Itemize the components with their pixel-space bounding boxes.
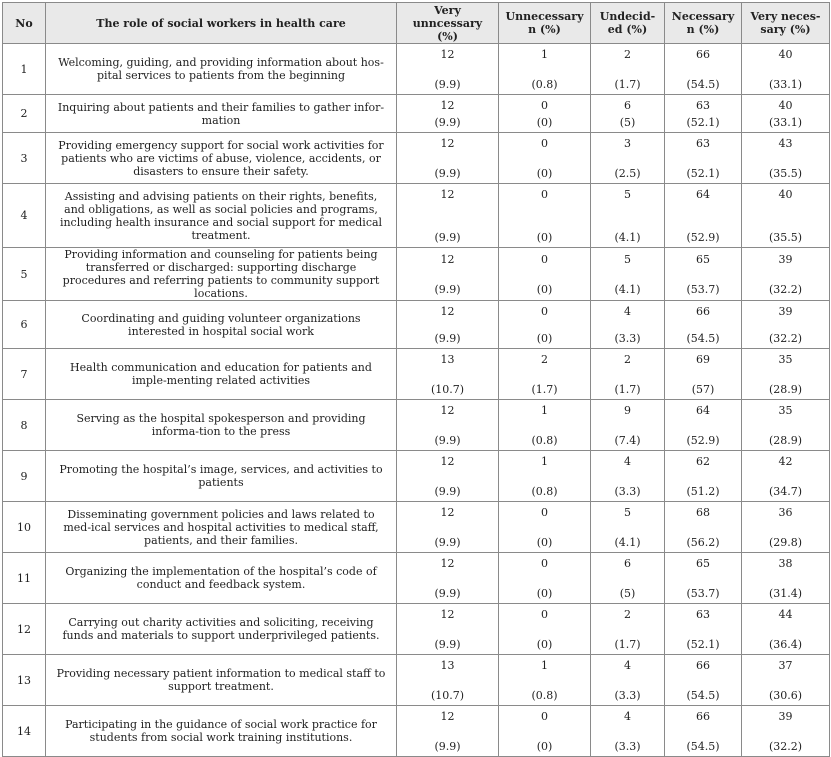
survey-table (2, 2, 830, 757)
cell-undecided (591, 706, 665, 757)
percent-value: (0) (536, 331, 553, 345)
count-value: 66 (696, 709, 710, 723)
cell-necessary (665, 248, 742, 301)
count-value: 40 (778, 47, 793, 61)
cell-undecided (591, 95, 665, 133)
cell-unnecessary (499, 133, 591, 184)
cell-very-unnecessary (397, 248, 499, 301)
role-description: Providing information and counseling for patients being transferred or discharged: supporting discharge procedures and referring patients to community support locations. (46, 248, 397, 301)
cell-necessary (665, 301, 742, 349)
count-value: 66 (696, 658, 710, 672)
cell-necessary (665, 451, 742, 502)
table-body (3, 44, 830, 757)
count-value: 9 (624, 403, 631, 417)
count-value: 12 (440, 252, 455, 266)
count-value: 12 (440, 304, 455, 318)
percent-value: (52.1) (686, 115, 720, 129)
percent-value: (3.3) (614, 484, 641, 498)
percent-value: (4.1) (614, 282, 641, 296)
cell-undecided (591, 301, 665, 349)
cell-very-necessary (742, 349, 830, 400)
percent-value: (32.2) (768, 331, 803, 345)
count-value: 62 (696, 454, 710, 468)
count-value: 12 (440, 505, 455, 519)
cell-very-unnecessary (397, 184, 499, 248)
percent-value: (4.1) (614, 535, 641, 549)
table-row (3, 95, 830, 133)
count-value: 0 (541, 709, 548, 723)
header-very-unnecessary: Very unncessary (%) (397, 3, 499, 44)
percent-value: (9.9) (434, 739, 461, 753)
cell-very-unnecessary (397, 400, 499, 451)
role-description: Participating in the guidance of social work practice for students from social work training institutions. (46, 706, 397, 757)
cell-undecided (591, 655, 665, 706)
cell-unnecessary (499, 604, 591, 655)
count-value: 65 (696, 556, 710, 570)
percent-value: (4.1) (614, 230, 641, 244)
cell-necessary (665, 553, 742, 604)
header-undecided: Undecid-ed (%) (591, 3, 665, 44)
cell-unnecessary (499, 451, 591, 502)
percent-value: (0) (536, 637, 553, 651)
count-value: 4 (624, 304, 631, 318)
count-value: 0 (541, 252, 548, 266)
cell-very-unnecessary (397, 44, 499, 95)
percent-value: (52.9) (686, 433, 720, 447)
row-number: 7 (3, 349, 46, 400)
percent-value: (3.3) (614, 331, 641, 345)
count-value: 63 (696, 607, 710, 621)
percent-value: (36.4) (768, 637, 803, 651)
percent-value: (10.7) (430, 688, 465, 702)
count-value: 0 (541, 187, 548, 201)
count-value: 2 (624, 47, 631, 61)
count-value: 12 (440, 136, 455, 150)
row-number: 9 (3, 451, 46, 502)
percent-value: (57) (691, 382, 715, 396)
row-number: 2 (3, 95, 46, 133)
table-row (3, 349, 830, 400)
percent-value: (1.7) (614, 382, 641, 396)
header-row (3, 3, 830, 44)
cell-very-necessary (742, 655, 830, 706)
role-description: Carrying out charity activities and soliciting, receiving funds and materials to support underprivileged patients. (46, 604, 397, 655)
row-number: 13 (3, 655, 46, 706)
cell-unnecessary (499, 44, 591, 95)
count-value: 0 (541, 556, 548, 570)
table-row (3, 451, 830, 502)
count-value: 13 (440, 352, 455, 366)
table-row (3, 706, 830, 757)
percent-value: (5) (619, 586, 636, 600)
role-description: Organizing the implementation of the hospital’s code of conduct and feedback system. (46, 553, 397, 604)
count-value: 40 (778, 187, 793, 201)
percent-value: (32.2) (768, 282, 803, 296)
count-value: 13 (440, 658, 455, 672)
percent-value: (52.1) (686, 637, 720, 651)
count-value: 63 (696, 136, 710, 150)
percent-value: (2.5) (614, 166, 641, 180)
cell-necessary (665, 655, 742, 706)
role-description: Providing necessary patient information to medical staff to support treatment. (46, 655, 397, 706)
percent-value: (54.5) (686, 77, 720, 91)
percent-value: (9.9) (434, 115, 461, 129)
cell-unnecessary (499, 655, 591, 706)
count-value: 1 (541, 658, 548, 672)
cell-undecided (591, 349, 665, 400)
percent-value: (56.2) (686, 535, 720, 549)
cell-very-necessary (742, 301, 830, 349)
percent-value: (0.8) (531, 433, 558, 447)
percent-value: (9.9) (434, 77, 461, 91)
count-value: 0 (541, 304, 548, 318)
count-value: 39 (778, 252, 793, 266)
table-row (3, 133, 830, 184)
role-description: Promoting the hospital’s image, services, and activities to patients (46, 451, 397, 502)
cell-very-necessary (742, 604, 830, 655)
row-number: 12 (3, 604, 46, 655)
percent-value: (9.9) (434, 433, 461, 447)
count-value: 12 (440, 709, 455, 723)
count-value: 6 (624, 98, 631, 112)
cell-very-unnecessary (397, 706, 499, 757)
cell-necessary (665, 184, 742, 248)
percent-value: (0) (536, 230, 553, 244)
percent-value: (28.9) (768, 382, 803, 396)
row-number: 10 (3, 502, 46, 553)
cell-very-unnecessary (397, 349, 499, 400)
count-value: 2 (541, 352, 548, 366)
count-value: 4 (624, 709, 631, 723)
table-header (3, 3, 830, 44)
table-row (3, 301, 830, 349)
count-value: 6 (624, 556, 631, 570)
percent-value: (0) (536, 586, 553, 600)
cell-very-unnecessary (397, 95, 499, 133)
cell-undecided (591, 553, 665, 604)
count-value: 39 (778, 304, 793, 318)
table-row (3, 400, 830, 451)
percent-value: (33.1) (768, 115, 803, 129)
cell-very-necessary (742, 706, 830, 757)
percent-value: (53.7) (686, 282, 720, 296)
percent-value: (3.3) (614, 739, 641, 753)
percent-value: (9.9) (434, 230, 461, 244)
count-value: 69 (696, 352, 710, 366)
row-number: 11 (3, 553, 46, 604)
percent-value: (35.5) (768, 166, 803, 180)
percent-value: (0) (536, 166, 553, 180)
count-value: 5 (624, 252, 631, 266)
percent-value: (30.6) (768, 688, 803, 702)
percent-value: (9.9) (434, 535, 461, 549)
percent-value: (0.8) (531, 688, 558, 702)
header-necessary: Necessary n (%) (665, 3, 742, 44)
count-value: 43 (778, 136, 793, 150)
percent-value: (1.7) (531, 382, 558, 396)
count-value: 12 (440, 98, 455, 112)
count-value: 37 (778, 658, 793, 672)
count-value: 64 (696, 187, 710, 201)
cell-undecided (591, 604, 665, 655)
count-value: 12 (440, 187, 455, 201)
percent-value: (33.1) (768, 77, 803, 91)
header-no: No (3, 3, 46, 44)
role-description: Inquiring about patients and their families to gather infor-mation (46, 95, 397, 133)
table-row (3, 44, 830, 95)
cell-necessary (665, 349, 742, 400)
count-value: 63 (696, 98, 710, 112)
cell-very-necessary (742, 95, 830, 133)
cell-very-unnecessary (397, 502, 499, 553)
cell-unnecessary (499, 706, 591, 757)
count-value: 1 (541, 454, 548, 468)
count-value: 5 (624, 505, 631, 519)
row-number: 1 (3, 44, 46, 95)
table-row (3, 655, 830, 706)
row-number: 4 (3, 184, 46, 248)
cell-necessary (665, 133, 742, 184)
count-value: 3 (624, 136, 631, 150)
percent-value: (10.7) (430, 382, 465, 396)
count-value: 1 (541, 47, 548, 61)
cell-necessary (665, 400, 742, 451)
count-value: 35 (778, 403, 793, 417)
cell-unnecessary (499, 301, 591, 349)
cell-very-necessary (742, 248, 830, 301)
table-row (3, 604, 830, 655)
cell-undecided (591, 44, 665, 95)
percent-value: (29.8) (768, 535, 803, 549)
cell-undecided (591, 400, 665, 451)
row-number: 5 (3, 248, 46, 301)
percent-value: (53.7) (686, 586, 720, 600)
header-role: The role of social workers in health care (46, 3, 397, 44)
percent-value: (0) (536, 115, 553, 129)
cell-undecided (591, 184, 665, 248)
cell-undecided (591, 502, 665, 553)
cell-unnecessary (499, 248, 591, 301)
percent-value: (35.5) (768, 230, 803, 244)
percent-value: (54.5) (686, 739, 720, 753)
count-value: 12 (440, 47, 455, 61)
percent-value: (52.9) (686, 230, 720, 244)
cell-unnecessary (499, 553, 591, 604)
cell-necessary (665, 95, 742, 133)
count-value: 2 (624, 607, 631, 621)
count-value: 4 (624, 658, 631, 672)
cell-very-unnecessary (397, 133, 499, 184)
count-value: 38 (778, 556, 793, 570)
cell-undecided (591, 248, 665, 301)
count-value: 68 (696, 505, 710, 519)
count-value: 40 (778, 98, 793, 112)
count-value: 12 (440, 607, 455, 621)
cell-unnecessary (499, 95, 591, 133)
cell-unnecessary (499, 184, 591, 248)
percent-value: (1.7) (614, 77, 641, 91)
count-value: 0 (541, 136, 548, 150)
count-value: 39 (778, 709, 793, 723)
percent-value: (54.5) (686, 688, 720, 702)
cell-very-necessary (742, 502, 830, 553)
table-row (3, 248, 830, 301)
cell-undecided (591, 133, 665, 184)
count-value: 36 (778, 505, 793, 519)
cell-necessary (665, 706, 742, 757)
percent-value: (3.3) (614, 688, 641, 702)
count-value: 1 (541, 403, 548, 417)
count-value: 4 (624, 454, 631, 468)
cell-unnecessary (499, 400, 591, 451)
role-description: Providing emergency support for social work activities for patients who are victims of abuse, violence, accidents, or disasters to ensure their safety. (46, 133, 397, 184)
count-value: 12 (440, 556, 455, 570)
count-value: 0 (541, 505, 548, 519)
cell-very-necessary (742, 184, 830, 248)
percent-value: (7.4) (614, 433, 641, 447)
percent-value: (31.4) (768, 586, 803, 600)
percent-value: (32.2) (768, 739, 803, 753)
cell-very-unnecessary (397, 301, 499, 349)
cell-very-necessary (742, 400, 830, 451)
cell-very-unnecessary (397, 553, 499, 604)
percent-value: (34.7) (768, 484, 803, 498)
row-number: 3 (3, 133, 46, 184)
percent-value: (1.7) (614, 637, 641, 651)
count-value: 66 (696, 304, 710, 318)
percent-value: (9.9) (434, 331, 461, 345)
role-description: Serving as the hospital spokesperson and providing informa-tion to the press (46, 400, 397, 451)
percent-value: (9.9) (434, 166, 461, 180)
role-description: Disseminating government policies and laws related to med-ical services and hospital activities to medical staff, patients, and their families. (46, 502, 397, 553)
cell-very-unnecessary (397, 604, 499, 655)
percent-value: (51.2) (686, 484, 720, 498)
row-number: 14 (3, 706, 46, 757)
role-description: Coordinating and guiding volunteer organizations interested in hospital social work (46, 301, 397, 349)
count-value: 12 (440, 454, 455, 468)
count-value: 64 (696, 403, 710, 417)
cell-very-unnecessary (397, 655, 499, 706)
cell-undecided (591, 451, 665, 502)
header-very-necessary: Very neces-sary (%) (742, 3, 830, 44)
percent-value: (9.9) (434, 586, 461, 600)
count-value: 5 (624, 187, 631, 201)
cell-very-unnecessary (397, 451, 499, 502)
cell-very-necessary (742, 133, 830, 184)
role-description: Welcoming, guiding, and providing information about hos-pital services to patients from the beginning (46, 44, 397, 95)
count-value: 12 (440, 403, 455, 417)
percent-value: (0.8) (531, 484, 558, 498)
count-value: 35 (778, 352, 793, 366)
percent-value: (0) (536, 535, 553, 549)
count-value: 0 (541, 607, 548, 621)
count-value: 65 (696, 252, 710, 266)
role-description: Health communication and education for patients and imple-menting related activities (46, 349, 397, 400)
header-unnecessary: Unnecessary n (%) (499, 3, 591, 44)
table-row (3, 553, 830, 604)
cell-very-necessary (742, 451, 830, 502)
cell-unnecessary (499, 502, 591, 553)
cell-necessary (665, 502, 742, 553)
count-value: 0 (541, 98, 548, 112)
percent-value: (54.5) (686, 331, 720, 345)
cell-unnecessary (499, 349, 591, 400)
row-number: 8 (3, 400, 46, 451)
cell-very-necessary (742, 553, 830, 604)
count-value: 42 (778, 454, 793, 468)
cell-necessary (665, 44, 742, 95)
percent-value: (9.9) (434, 637, 461, 651)
percent-value: (0) (536, 739, 553, 753)
row-number: 6 (3, 301, 46, 349)
role-description: Assisting and advising patients on their rights, benefits, and obligations, as well as social policies and programs, including health insurance and social support for medical treatment. (46, 184, 397, 248)
percent-value: (9.9) (434, 484, 461, 498)
percent-value: (9.9) (434, 282, 461, 296)
count-value: 66 (696, 47, 710, 61)
percent-value: (52.1) (686, 166, 720, 180)
count-value: 2 (624, 352, 631, 366)
count-value: 44 (778, 607, 793, 621)
percent-value: (0.8) (531, 77, 558, 91)
percent-value: (5) (619, 115, 636, 129)
percent-value: (0) (536, 282, 553, 296)
cell-very-necessary (742, 44, 830, 95)
percent-value: (28.9) (768, 433, 803, 447)
table-row (3, 502, 830, 553)
table-row (3, 184, 830, 248)
cell-necessary (665, 604, 742, 655)
